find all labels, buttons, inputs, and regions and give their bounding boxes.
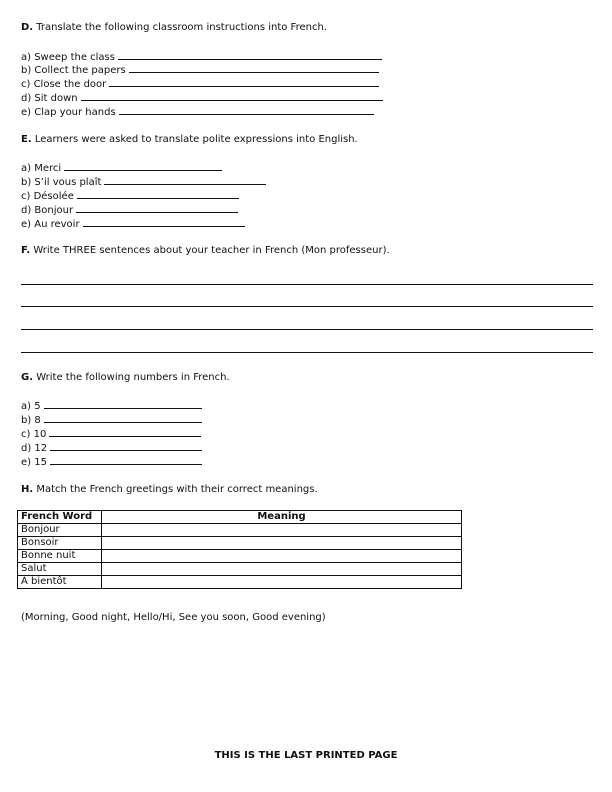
section-h-title	[21, 484, 318, 495]
section-d-title	[21, 22, 327, 33]
answer-blank[interactable]	[76, 203, 238, 213]
answer-blank[interactable]	[49, 427, 201, 437]
section-d-letter: D.	[21, 22, 34, 33]
section-e-item: e) Au revoir	[21, 217, 245, 229]
answer-blank[interactable]	[129, 63, 379, 73]
meaning-cell[interactable]	[102, 576, 462, 589]
section-e-item: d) Bonjour	[21, 203, 238, 215]
last-page-notice: THIS IS THE LAST PRINTED PAGE	[214, 750, 398, 761]
section-g-item: c) 10	[21, 427, 201, 439]
answer-blank[interactable]	[77, 189, 239, 199]
answer-blank[interactable]	[83, 217, 245, 227]
section-e-item: b) S’il vous plaît	[21, 175, 266, 187]
section-g-item: a) 5	[21, 399, 202, 411]
answer-blank[interactable]	[81, 91, 383, 101]
section-g-item: d) 12	[21, 441, 202, 453]
meaning-options: (Morning, Good night, Hello/Hi, See you soon, Good evening)	[21, 612, 326, 623]
answer-blank[interactable]	[118, 50, 382, 60]
writing-line[interactable]	[21, 284, 593, 285]
answer-blank[interactable]	[104, 175, 266, 185]
answer-blank[interactable]	[44, 413, 202, 423]
writing-line[interactable]	[21, 329, 593, 330]
section-d-instruction: Translate the following classroom instructions into French.	[33, 22, 327, 33]
french-word-cell: Bonsoir	[18, 537, 102, 550]
section-h-instruction: Match the French greetings with their correct meanings.	[33, 484, 318, 495]
section-e-item: a) Merci	[21, 161, 222, 173]
section-e-letter: E.	[21, 134, 32, 145]
french-word-cell: Salut	[18, 563, 102, 576]
table-row	[18, 563, 462, 576]
section-d-item: d) Sit down	[21, 91, 383, 103]
french-word-cell: Bonjour	[18, 524, 102, 537]
answer-blank[interactable]	[50, 441, 202, 451]
section-d-item: b) Collect the papers	[21, 63, 379, 75]
french-word-cell: À bientôt	[18, 576, 102, 589]
writing-line[interactable]	[21, 352, 593, 353]
section-g-item: e) 15	[21, 455, 202, 467]
meaning-cell[interactable]	[102, 537, 462, 550]
header-french-word: French Word	[18, 511, 102, 524]
section-g-letter: G.	[21, 372, 34, 383]
section-d-item: a) Sweep the class	[21, 50, 382, 62]
french-word-cell: Bonne nuit	[18, 550, 102, 563]
table-row	[18, 576, 462, 589]
section-g-item: b) 8	[21, 413, 202, 425]
answer-blank[interactable]	[119, 105, 374, 115]
section-e-item: c) Désolée	[21, 189, 239, 201]
section-f-title	[21, 245, 390, 256]
section-d-item: c) Close the door	[21, 77, 379, 89]
answer-blank[interactable]	[109, 77, 379, 87]
answer-blank[interactable]	[64, 161, 222, 171]
section-h-letter: H.	[21, 484, 34, 495]
meaning-cell[interactable]	[102, 524, 462, 537]
section-e-instruction: Learners were asked to translate polite expressions into English.	[31, 134, 358, 145]
answer-blank[interactable]	[50, 455, 202, 465]
table-row	[18, 537, 462, 550]
table-row	[18, 550, 462, 563]
section-e-title	[21, 134, 358, 145]
section-f-instruction: Write THREE sentences about your teacher in French (Mon professeur).	[30, 245, 390, 256]
meaning-cell[interactable]	[102, 550, 462, 563]
table-row	[18, 524, 462, 537]
header-meaning: Meaning	[102, 511, 462, 524]
matching-table	[17, 510, 462, 589]
section-g-title	[21, 372, 230, 383]
section-g-instruction: Write the following numbers in French.	[33, 372, 230, 383]
meaning-cell[interactable]	[102, 563, 462, 576]
section-d-item: e) Clap your hands	[21, 105, 374, 117]
writing-line[interactable]	[21, 306, 593, 307]
table-header-row	[18, 511, 462, 524]
section-f-letter: F.	[21, 245, 31, 256]
answer-blank[interactable]	[44, 399, 202, 409]
